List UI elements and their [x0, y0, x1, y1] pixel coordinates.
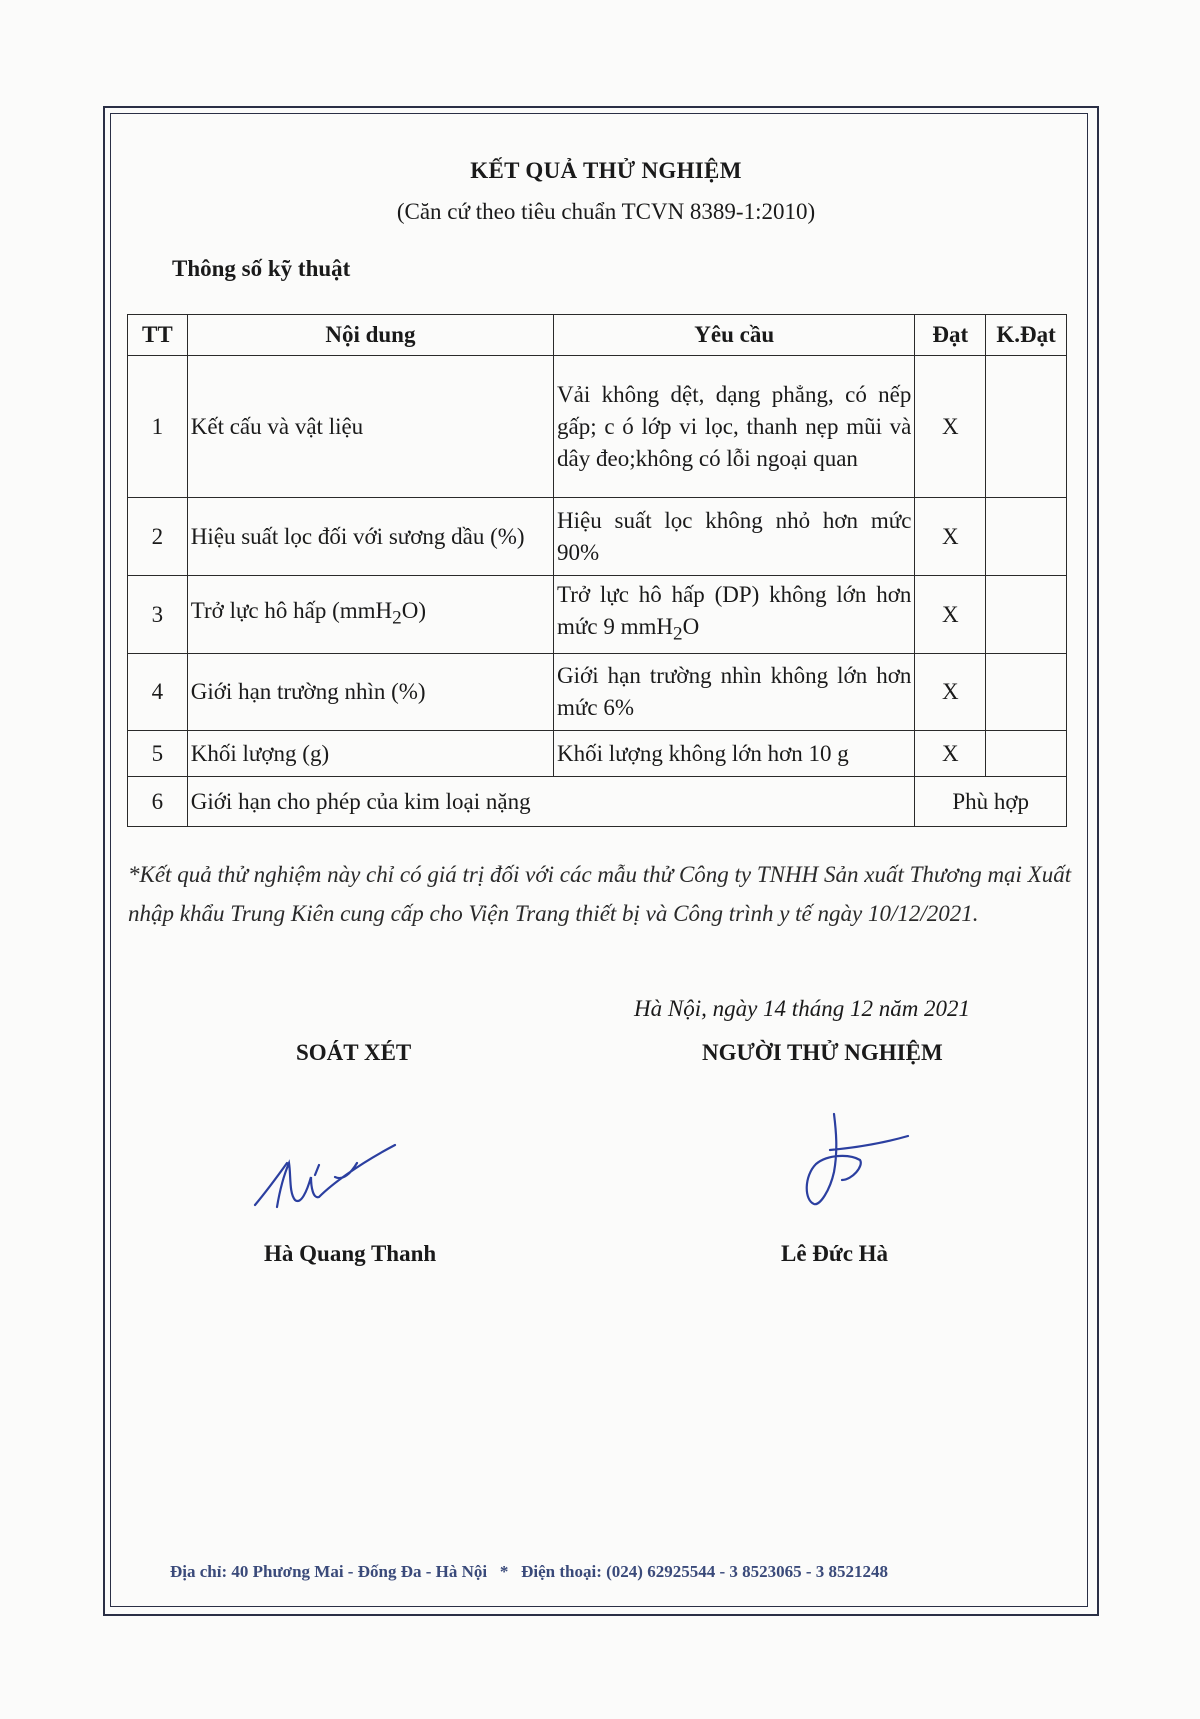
row-result: Phù hợp: [915, 777, 1067, 827]
row-content: Trở lực hô hấp (mmH$_2$O): [187, 576, 553, 654]
date-line: Hà Nội, ngày 14 tháng 12 năm 2021: [634, 996, 971, 1021]
header-tt: TT: [128, 315, 188, 356]
row-requirement: Vải không dệt, dạng phẳng, có nếp gấp; c ó lớp vi lọc, thanh nẹp mũi và dây đeo;không có lỗi ngoại quan: [554, 356, 915, 498]
row-number: 4: [128, 654, 188, 731]
header-pass: Đạt: [915, 315, 986, 356]
reviewer-name: Hà Quang Thanh: [264, 1241, 437, 1266]
table-row: [128, 498, 1067, 576]
document-subtitle: (Căn cứ theo tiêu chuẩn TCVN 8389-1:2010): [396, 199, 816, 224]
row-content: Khối lượng (g): [187, 731, 553, 777]
table-row: [128, 356, 1067, 498]
tester-role: NGƯỜI THỬ NGHIỆM: [702, 1040, 943, 1065]
row-requirement: Giới hạn trường nhìn không lớn hơn mức 6%: [554, 654, 915, 731]
table-header-row: [128, 315, 1067, 356]
table-row: [128, 731, 1067, 777]
row-number: 5: [128, 731, 188, 777]
reviewer-role: SOÁT XÉT: [296, 1040, 412, 1065]
row-fail-mark: [986, 576, 1067, 654]
tester-name: Lê Đức Hà: [781, 1241, 889, 1266]
section-heading: Thông số kỹ thuật: [172, 256, 351, 281]
footer-separator: *: [499, 1562, 509, 1581]
row-number: 1: [128, 356, 188, 498]
table-row: [128, 576, 1067, 654]
row-pass-mark: X: [915, 731, 986, 777]
spec-table: [127, 314, 1067, 827]
disclaimer-note: *Kết quả thử nghiệm này chỉ có giá trị đối với các mẫu thử Công ty TNHH Sản xuất Thương mại Xuất nhập khẩu Trung Kiên cung cấp cho Viện Trang thiết bị và Công trình y tế ngày 10/12/2021.: [128, 862, 1072, 926]
header-requirement: Yêu cầu: [554, 315, 915, 356]
row-requirement: Hiệu suất lọc không nhỏ hơn mức 90%: [554, 498, 915, 576]
row-number: 2: [128, 498, 188, 576]
document-title: KẾT QUẢ THỬ NGHIỆM: [470, 158, 742, 183]
row-fail-mark: [986, 498, 1067, 576]
table-row: [128, 654, 1067, 731]
row-content: Giới hạn cho phép của kim loại nặng: [187, 777, 915, 827]
footer-address: Địa chỉ: 40 Phương Mai - Đống Đa - Hà Nội: [170, 1562, 488, 1581]
row-pass-mark: X: [915, 498, 986, 576]
header-fail: K.Đạt: [986, 315, 1067, 356]
row-requirement: Trở lực hô hấp (DP) không lớn hơn mức 9 mmH$_2$O: [554, 576, 915, 654]
footer-phone: Điện thoại: (024) 62925544 - 3 8523065 - 3 8521248: [521, 1562, 889, 1581]
row-fail-mark: [986, 654, 1067, 731]
row-pass-mark: X: [915, 576, 986, 654]
row-fail-mark: [986, 731, 1067, 777]
row-number: 6: [128, 777, 188, 827]
footer-contact: [170, 1562, 888, 1582]
row-pass-mark: X: [915, 356, 986, 498]
row-content: Hiệu suất lọc đối với sương dầu (%): [187, 498, 553, 576]
row-fail-mark: [986, 356, 1067, 498]
row-content: Giới hạn trường nhìn (%): [187, 654, 553, 731]
header-content: Nội dung: [187, 315, 553, 356]
row-content: Kết cấu và vật liệu: [187, 356, 553, 498]
row-pass-mark: X: [915, 654, 986, 731]
tester-signature: [790, 1110, 920, 1220]
row-number: 3: [128, 576, 188, 654]
table-row: [128, 777, 1067, 827]
row-requirement: Khối lượng không lớn hơn 10 g: [554, 731, 915, 777]
reviewer-signature: [245, 1115, 425, 1215]
